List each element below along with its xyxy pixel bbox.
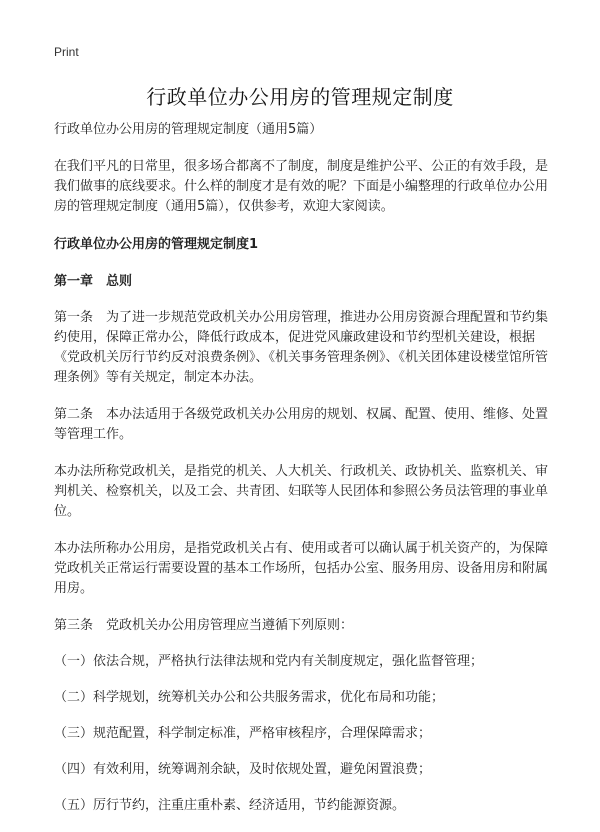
definition-office-space-paragraph: 本办法所称办公用房，是指党政机关占有、使用或者可以确认属于机关资产的，为保障党政机关正常运行需要设置的基本工作场所，包括办公室、服务用房、设备用房和附属用房。 [54, 541, 549, 596]
principle-item: （五）厉行节约，注重庄重朴素、经济适用，节约能源资源。 [54, 798, 406, 813]
principle-item: （四）有效利用，统筹调剂余缺，及时依规处置，避免闲置浪费； [54, 762, 432, 777]
article-1-paragraph: 第一条 为了进一步规范党政机关办公用房管理，推进办公用房资源合理配置和节约集约使用，保障正常办公，降低行政成本，促进党风廉政建设和节约型机关建设，根据《党政机关厉行节约反对浪费条例》、《机关事务管理条例》、《机关团体建设楼堂馆所管理条例》等有关规定，制定本办法。 [54, 310, 549, 385]
definition-agencies-paragraph: 本办法所称党政机关，是指党的机关、人大机关、行政机关、政协机关、监察机关、审判机关、检察机关，以及工会、共青团、妇联等人民团体和参照公务员法管理的事业单位。 [54, 464, 549, 519]
print-link[interactable]: Print [54, 45, 79, 59]
page-title: 行政单位办公用房的管理规定制度 [146, 85, 454, 109]
section-heading: 行政单位办公用房的管理规定制度1 [54, 237, 259, 252]
article-2-paragraph: 第二条 本办法适用于各级党政机关办公用房的规划、权属、配置、使用、维修、处置等管理工作。 [54, 407, 549, 442]
intro-paragraph: 在我们平凡的日常里，很多场合都离不了制度，制度是维护公平、公正的有效手段，是我们做事的底线要求。什么样的制度才是有效的呢？下面是小编整理的行政单位办公用房的管理规定制度（通用5篇），仅供参考，欢迎大家阅读。 [54, 159, 549, 214]
principle-item: （一）依法合规，严格执行法律法规和党内有关制度规定，强化监督管理； [54, 654, 484, 669]
document-subtitle: 行政单位办公用房的管理规定制度（通用5篇） [54, 122, 323, 137]
article-3-paragraph: 第三条 党政机关办公用房管理应当遵循下列原则： [54, 618, 354, 633]
principle-item: （二）科学规划，统筹机关办公和公共服务需求，优化布局和功能； [54, 690, 445, 705]
chapter-heading: 第一章 总则 [54, 274, 133, 289]
document-body [54, 120, 550, 832]
principle-item: （三）规范配置，科学制定标准，严格审核程序，合理保障需求； [54, 726, 432, 741]
